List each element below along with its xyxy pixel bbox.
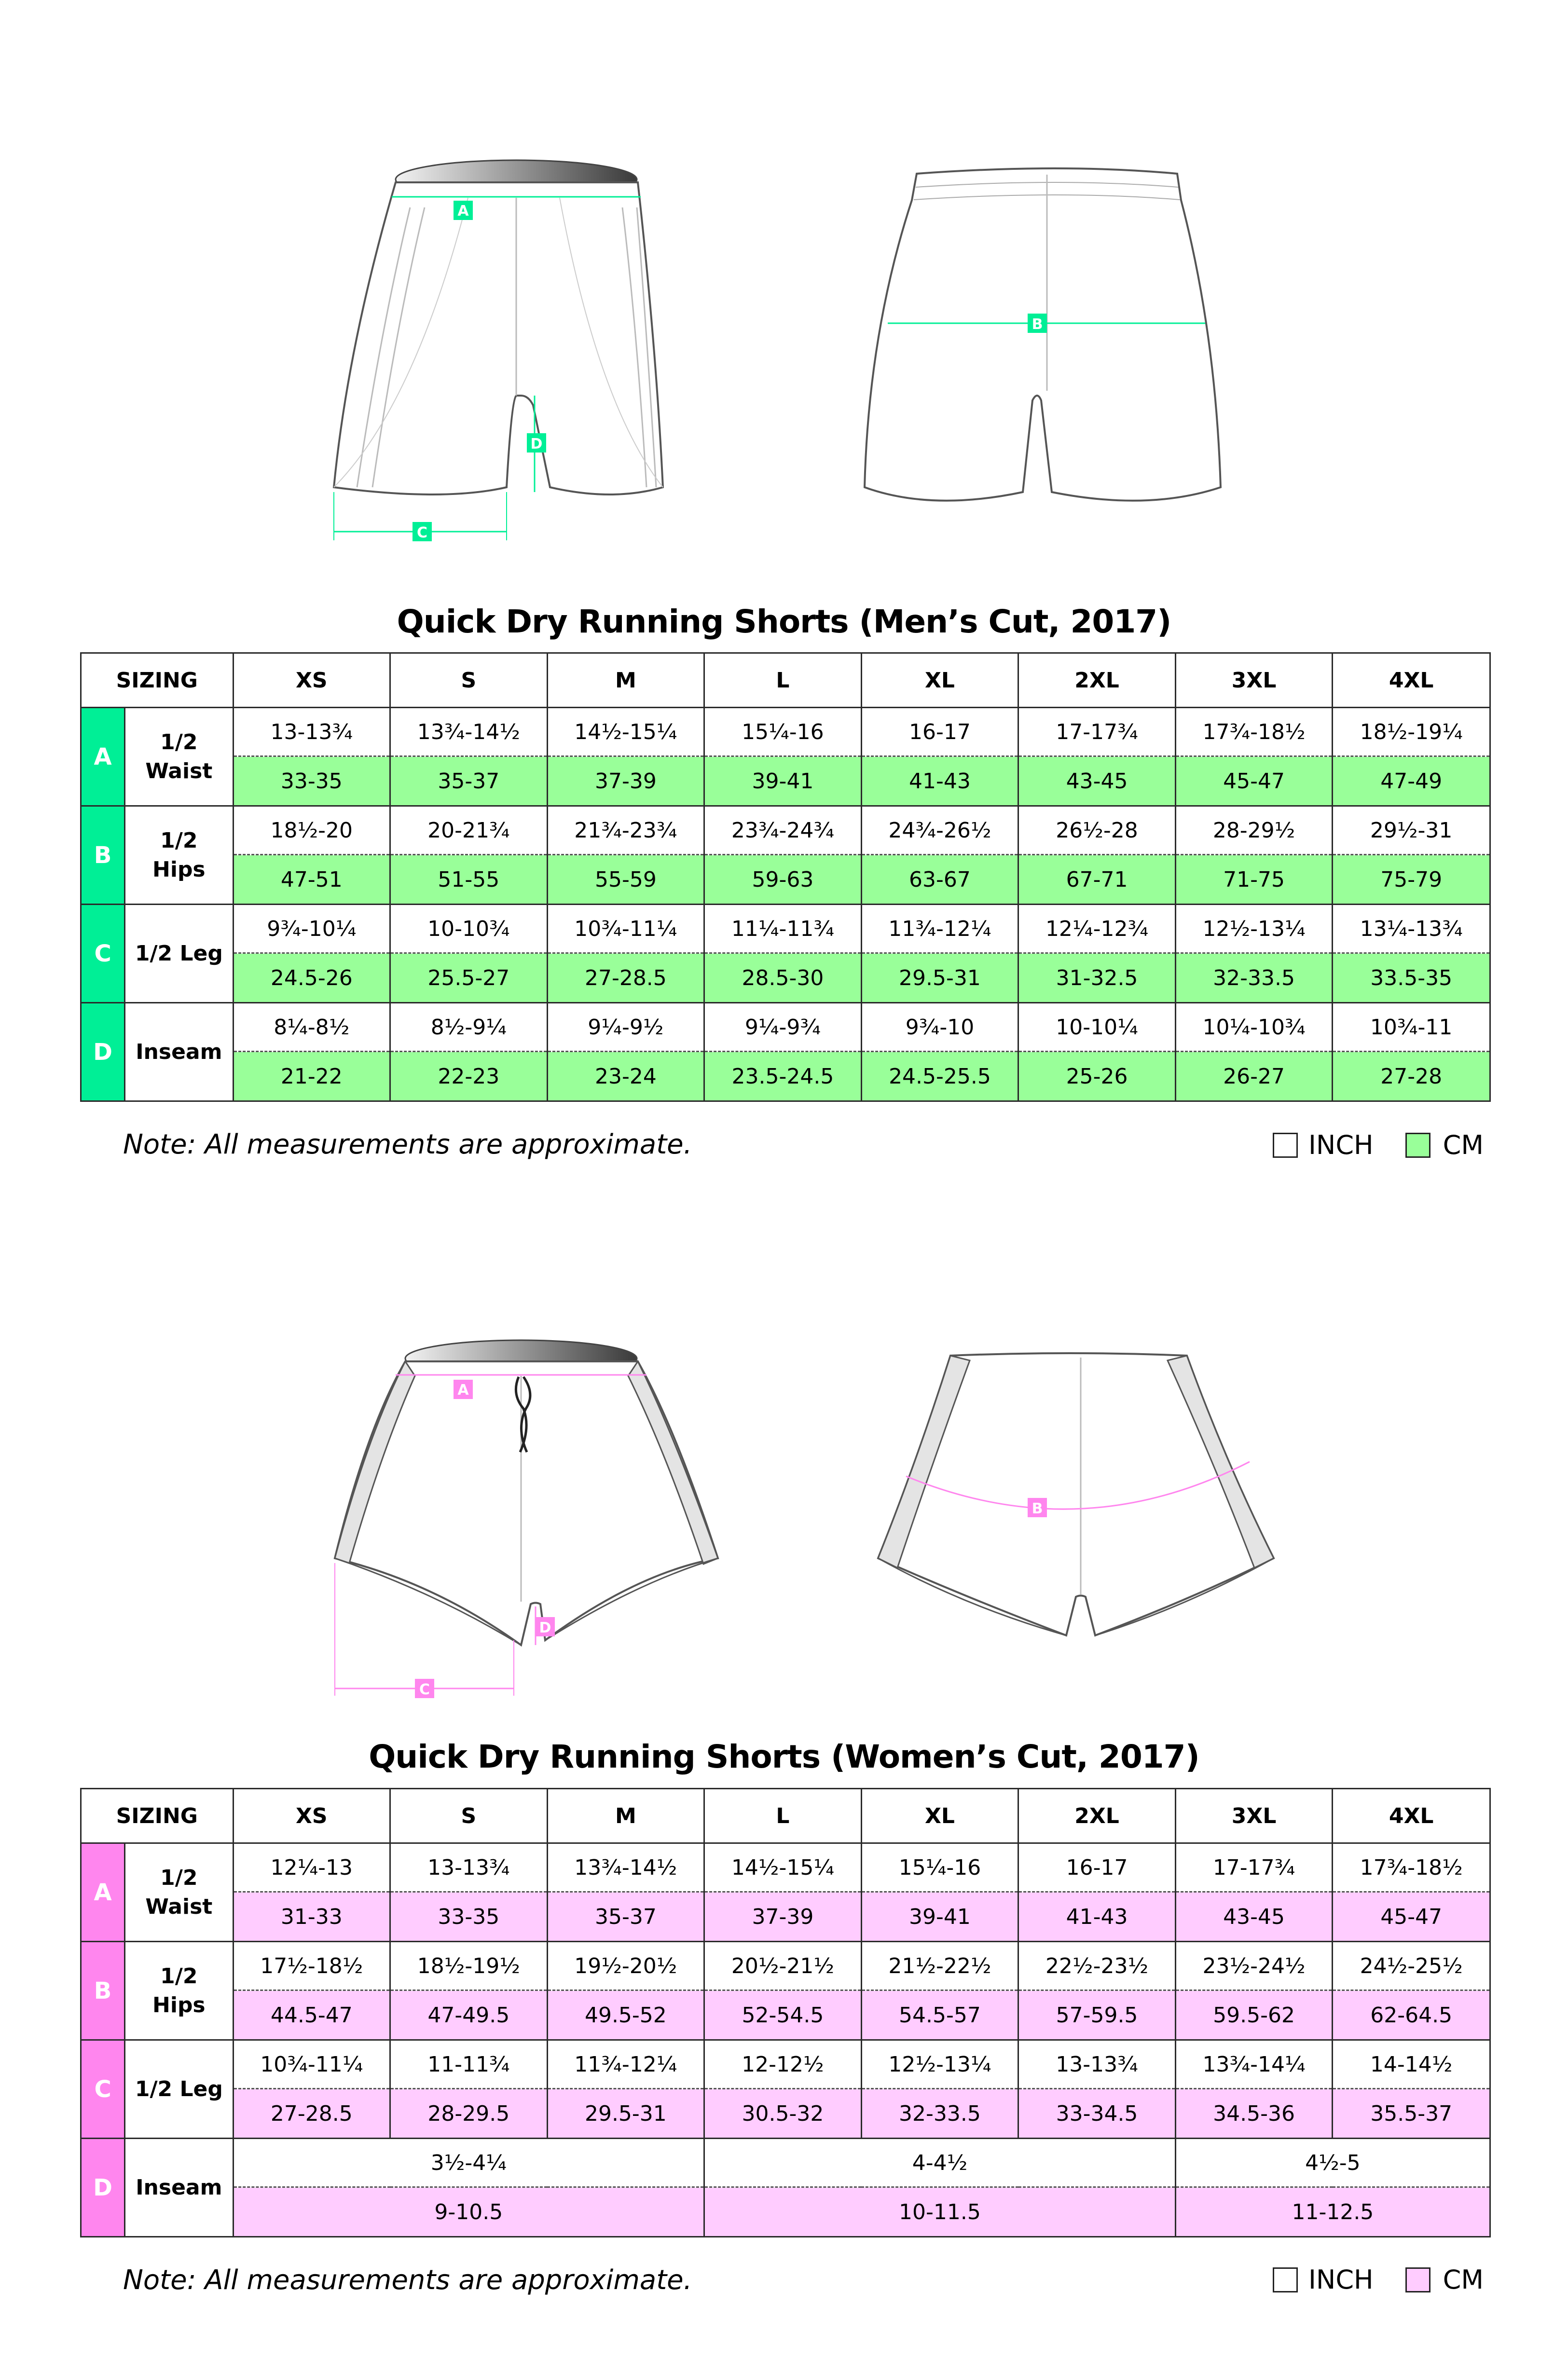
inch-cell: 17¾-18½ — [1175, 708, 1333, 756]
inch-cell: 14½-15¼ — [704, 1843, 862, 1892]
inch-cell: 13¾-14½ — [390, 708, 548, 756]
measure-letter: D — [81, 1003, 125, 1101]
cm-cell: 32-33.5 — [1175, 953, 1333, 1003]
inch-cell: 29½-31 — [1333, 806, 1490, 855]
inch-cell: 19½-20½ — [547, 1942, 704, 1990]
inch-cell: 10-10¾ — [390, 905, 548, 953]
cm-cell: 37-39 — [704, 1892, 862, 1942]
inch-legend-swatch — [1273, 2267, 1298, 2292]
inch-cell: 17¾-18½ — [1333, 1843, 1490, 1892]
size-header: L — [704, 1789, 862, 1843]
cm-cell: 39-41 — [861, 1892, 1018, 1942]
cm-cell: 33-35 — [233, 756, 390, 806]
cm-cell: 33-34.5 — [1018, 2089, 1176, 2139]
inch-cell: 10¾-11¼ — [233, 2040, 390, 2089]
cm-cell: 75-79 — [1333, 855, 1490, 905]
inch-cell: 20-21¾ — [390, 806, 548, 855]
cm-cell: 10-11.5 — [704, 2187, 1176, 2237]
mens-shorts-front-sketch — [328, 154, 666, 550]
measure-name: 1/2 Leg — [125, 905, 233, 1003]
cm-cell: 32-33.5 — [861, 2089, 1018, 2139]
cm-cell: 39-41 — [704, 756, 862, 806]
size-header: S — [390, 1789, 548, 1843]
inch-cell: 11¼-11¾ — [704, 905, 862, 953]
cm-legend-swatch — [1405, 2267, 1430, 2292]
cm-row — [81, 756, 1490, 806]
womens-shorts-back-sketch — [868, 1346, 1283, 1664]
inch-cell: 26½-28 — [1018, 806, 1176, 855]
cm-cell: 63-67 — [861, 855, 1018, 905]
label-b-icon: B — [1032, 316, 1043, 333]
cm-cell: 47-49.5 — [390, 1990, 548, 2040]
inch-cell: 28-29½ — [1175, 806, 1333, 855]
inch-cell: 4-4½ — [704, 2139, 1176, 2187]
size-header: M — [547, 653, 704, 708]
inch-cell: 9¼-9½ — [547, 1003, 704, 1052]
inch-cell: 14-14½ — [1333, 2040, 1490, 2089]
measure-letter: C — [81, 905, 125, 1003]
mens-size-table — [80, 652, 1491, 1102]
cm-row — [81, 1892, 1490, 1942]
womens-shorts-front-sketch — [328, 1331, 724, 1698]
cm-cell: 25.5-27 — [390, 953, 548, 1003]
cm-cell: 59-63 — [704, 855, 862, 905]
cm-cell: 59.5-62 — [1175, 1990, 1333, 2040]
cm-cell: 57-59.5 — [1018, 1990, 1176, 2040]
size-header: L — [704, 653, 862, 708]
inch-legend-label: INCH — [1308, 2264, 1374, 2295]
inch-cell: 3½-4¼ — [233, 2139, 704, 2187]
inch-cell: 10¾-11 — [1333, 1003, 1490, 1052]
inch-cell: 15¼-16 — [861, 1843, 1018, 1892]
inch-cell: 18½-19¼ — [1333, 708, 1490, 756]
cm-cell: 47-51 — [233, 855, 390, 905]
size-header: XL — [861, 653, 1018, 708]
inch-cell: 10¾-11¼ — [547, 905, 704, 953]
inch-row — [81, 1003, 1490, 1052]
inch-cell: 23¾-24¾ — [704, 806, 862, 855]
cm-cell: 26-27 — [1175, 1052, 1333, 1101]
cm-cell: 31-33 — [233, 1892, 390, 1942]
inch-cell: 24¾-26½ — [861, 806, 1018, 855]
cm-cell: 45-47 — [1175, 756, 1333, 806]
cm-cell: 21-22 — [233, 1052, 390, 1101]
cm-cell: 37-39 — [547, 756, 704, 806]
cm-cell: 23.5-24.5 — [704, 1052, 862, 1101]
cm-cell: 49.5-52 — [547, 1990, 704, 2040]
mens-shorts-back-sketch — [859, 159, 1235, 526]
cm-cell: 41-43 — [861, 756, 1018, 806]
inch-cell: 12½-13¼ — [1175, 905, 1333, 953]
womens-size-table — [80, 1788, 1491, 2237]
inch-cell: 12-12½ — [704, 2040, 862, 2089]
inch-row — [81, 905, 1490, 953]
womens-note: Note: All measurements are approximate. — [123, 2264, 692, 2296]
inch-legend-label: INCH — [1308, 1130, 1374, 1160]
inch-row — [81, 1843, 1490, 1892]
inch-cell: 13-13¾ — [233, 708, 390, 756]
inch-legend-swatch — [1273, 1133, 1298, 1158]
inch-cell: 4½-5 — [1175, 2139, 1490, 2187]
cm-legend-swatch — [1405, 1133, 1430, 1158]
size-header: XS — [233, 653, 390, 708]
inch-row — [81, 2139, 1490, 2187]
size-header: XL — [861, 1789, 1018, 1843]
cm-cell: 11-12.5 — [1175, 2187, 1490, 2237]
inch-cell: 18½-19½ — [390, 1942, 548, 1990]
measure-letter: A — [81, 708, 125, 806]
inch-cell: 12½-13¼ — [861, 2040, 1018, 2089]
cm-cell: 9-10.5 — [233, 2187, 704, 2237]
cm-legend-label: CM — [1443, 1130, 1484, 1160]
cm-cell: 27-28.5 — [547, 953, 704, 1003]
cm-cell: 35-37 — [390, 756, 548, 806]
cm-cell: 27-28.5 — [233, 2089, 390, 2139]
cm-cell: 44.5-47 — [233, 1990, 390, 2040]
inch-cell: 13¾-14½ — [547, 1843, 704, 1892]
header-row — [81, 1789, 1490, 1843]
cm-cell: 23-24 — [547, 1052, 704, 1101]
size-header: 2XL — [1018, 653, 1176, 708]
size-header: M — [547, 1789, 704, 1843]
inch-cell: 16-17 — [1018, 1843, 1176, 1892]
cm-cell: 41-43 — [1018, 1892, 1176, 1942]
cm-cell: 34.5-36 — [1175, 2089, 1333, 2139]
measure-name: 1/2 Hips — [125, 1942, 233, 2040]
cm-cell: 22-23 — [390, 1052, 548, 1101]
header-row — [81, 653, 1490, 708]
inch-cell: 9¼-9¾ — [704, 1003, 862, 1052]
inch-row — [81, 708, 1490, 756]
cm-row — [81, 1990, 1490, 2040]
cm-cell: 35-37 — [547, 1892, 704, 1942]
measure-name: 1/2 Hips — [125, 806, 233, 905]
cm-cell: 55-59 — [547, 855, 704, 905]
inch-cell: 9¾-10¼ — [233, 905, 390, 953]
size-header: 4XL — [1333, 1789, 1490, 1843]
cm-cell: 27-28 — [1333, 1052, 1490, 1101]
inch-cell: 24½-25½ — [1333, 1942, 1490, 1990]
cm-cell: 45-47 — [1333, 1892, 1490, 1942]
label-d-icon: D — [539, 1619, 551, 1636]
cm-cell: 52-54.5 — [704, 1990, 862, 2040]
inch-cell: 11-11¾ — [390, 2040, 548, 2089]
cm-cell: 24.5-25.5 — [861, 1052, 1018, 1101]
label-b-icon: B — [1032, 1500, 1043, 1517]
measure-letter: B — [81, 1942, 125, 2040]
label-a-icon: A — [457, 203, 469, 220]
measure-letter: A — [81, 1843, 125, 1942]
sizing-header: SIZING — [81, 1789, 234, 1843]
inch-cell: 13-13¾ — [390, 1843, 548, 1892]
inch-cell: 12¼-12¾ — [1018, 905, 1176, 953]
size-header: 3XL — [1175, 653, 1333, 708]
mens-note: Note: All measurements are approximate. — [123, 1129, 692, 1160]
measure-name: 1/2 Waist — [125, 708, 233, 806]
inch-row — [81, 806, 1490, 855]
inch-cell: 23½-24½ — [1175, 1942, 1333, 1990]
inch-row — [81, 2040, 1490, 2089]
inch-cell: 20½-21½ — [704, 1942, 862, 1990]
size-header: XS — [233, 1789, 390, 1843]
size-header: S — [390, 653, 548, 708]
inch-cell: 11¾-12¼ — [861, 905, 1018, 953]
measure-name: Inseam — [125, 2139, 233, 2237]
cm-cell: 29.5-31 — [547, 2089, 704, 2139]
cm-cell: 30.5-32 — [704, 2089, 862, 2139]
measure-letter: B — [81, 806, 125, 905]
inch-cell: 17-17¾ — [1018, 708, 1176, 756]
size-header: 2XL — [1018, 1789, 1176, 1843]
cm-row — [81, 855, 1490, 905]
inch-cell: 8¼-8½ — [233, 1003, 390, 1052]
womens-chart-title: Quick Dry Running Shorts (Women’s Cut, 2017) — [369, 1738, 1199, 1775]
inch-cell: 13¼-13¾ — [1333, 905, 1490, 953]
cm-cell: 71-75 — [1175, 855, 1333, 905]
inch-row — [81, 1942, 1490, 1990]
cm-cell: 51-55 — [390, 855, 548, 905]
womens-unit-legend — [1273, 2264, 1484, 2295]
inch-cell: 21½-22½ — [861, 1942, 1018, 1990]
inch-cell: 18½-20 — [233, 806, 390, 855]
cm-cell: 47-49 — [1333, 756, 1490, 806]
size-header: 3XL — [1175, 1789, 1333, 1843]
cm-cell: 31-32.5 — [1018, 953, 1176, 1003]
inch-cell: 17-17¾ — [1175, 1843, 1333, 1892]
cm-cell: 62-64.5 — [1333, 1990, 1490, 2040]
cm-cell: 33-35 — [390, 1892, 548, 1942]
cm-row — [81, 2089, 1490, 2139]
inch-cell: 15¼-16 — [704, 708, 862, 756]
cm-cell: 33.5-35 — [1333, 953, 1490, 1003]
cm-legend-label: CM — [1443, 2264, 1484, 2295]
inch-cell: 9¾-10 — [861, 1003, 1018, 1052]
inch-cell: 11¾-12¼ — [547, 2040, 704, 2089]
label-c-icon: C — [419, 1681, 430, 1698]
measure-name: Inseam — [125, 1003, 233, 1101]
cm-cell: 28.5-30 — [704, 953, 862, 1003]
size-header: 4XL — [1333, 653, 1490, 708]
inch-cell: 10¼-10¾ — [1175, 1003, 1333, 1052]
inch-cell: 21¾-23¾ — [547, 806, 704, 855]
label-d-icon: D — [530, 436, 543, 453]
cm-cell: 25-26 — [1018, 1052, 1176, 1101]
inch-cell: 17½-18½ — [233, 1942, 390, 1990]
inch-cell: 13-13¾ — [1018, 2040, 1176, 2089]
sizing-header: SIZING — [81, 653, 234, 708]
inch-cell: 14½-15¼ — [547, 708, 704, 756]
cm-cell: 28-29.5 — [390, 2089, 548, 2139]
label-c-icon: C — [416, 524, 428, 541]
cm-row — [81, 2187, 1490, 2237]
cm-cell: 35.5-37 — [1333, 2089, 1490, 2139]
inch-cell: 22½-23½ — [1018, 1942, 1176, 1990]
measure-letter: D — [81, 2139, 125, 2237]
measure-letter: C — [81, 2040, 125, 2139]
cm-cell: 24.5-26 — [233, 953, 390, 1003]
measure-name: 1/2 Leg — [125, 2040, 233, 2139]
inch-cell: 12¼-13 — [233, 1843, 390, 1892]
cm-cell: 29.5-31 — [861, 953, 1018, 1003]
cm-row — [81, 953, 1490, 1003]
cm-cell: 43-45 — [1018, 756, 1176, 806]
inch-cell: 13¾-14¼ — [1175, 2040, 1333, 2089]
cm-cell: 67-71 — [1018, 855, 1176, 905]
inch-cell: 8½-9¼ — [390, 1003, 548, 1052]
inch-cell: 10-10¼ — [1018, 1003, 1176, 1052]
measure-name: 1/2 Waist — [125, 1843, 233, 1942]
inch-cell: 16-17 — [861, 708, 1018, 756]
mens-chart-title: Quick Dry Running Shorts (Men’s Cut, 2017) — [397, 603, 1171, 640]
label-a-icon: A — [457, 1382, 469, 1399]
cm-row — [81, 1052, 1490, 1101]
cm-cell: 54.5-57 — [861, 1990, 1018, 2040]
mens-unit-legend — [1273, 1130, 1484, 1160]
cm-cell: 43-45 — [1175, 1892, 1333, 1942]
